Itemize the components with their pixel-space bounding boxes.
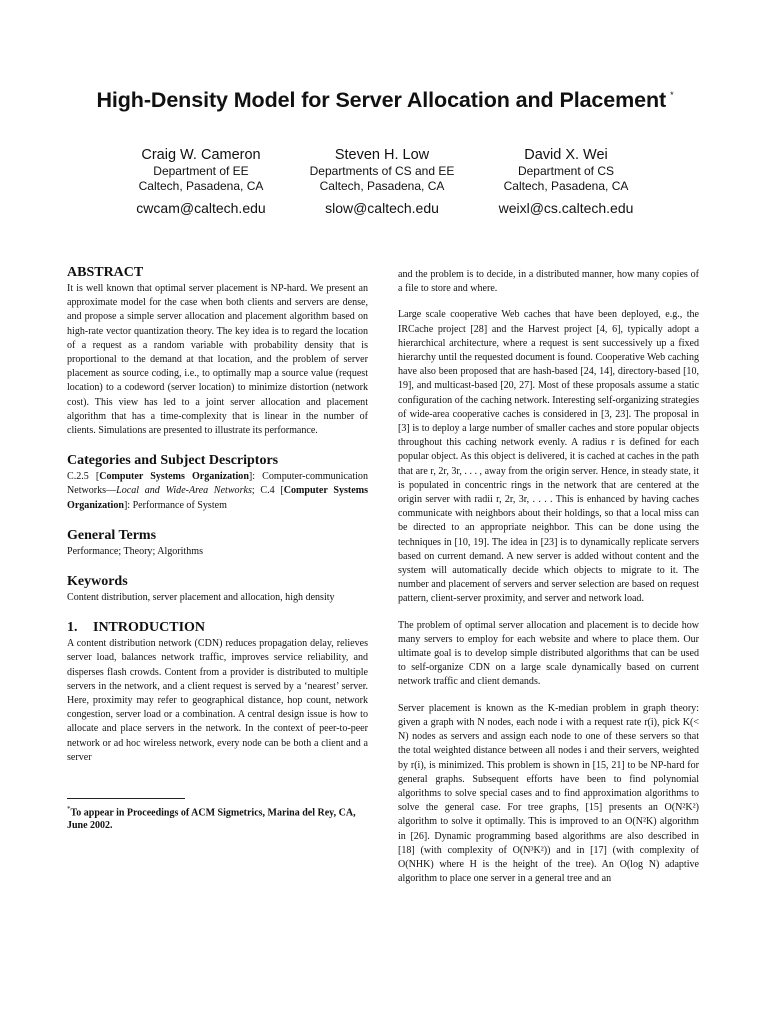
footnote-mark: * [67,805,71,813]
author-name: Craig W. Cameron [141,147,261,163]
author-affiliation: Caltech, Pasadena, CA [503,179,629,193]
left-column [67,264,368,765]
author-department: Department of CS [517,164,615,178]
introduction-heading [67,619,368,636]
author-department: Department of EE [153,164,249,178]
author-department: Departments of CS and EE [309,164,455,178]
author-email: weixl@cs.caltech.edu [498,200,634,216]
abstract-text: It is well known that optimal server placement is NP-hard. We present an approximate model for the case when both clients and servers are dense, and propose a simple server allocation and placement algorithm based on high-rate vector quantization theory. The key idea is to regard the location of a request as a random variable with probability density that is proportional to the demand at that location, and the problem of server placement as source coding, i.e., to optimally map a source value (request location) to a codeword (server location) to minimize distortion (network cost). This view has led to a joint server allocation and placement algorithm that has a time-complexity that is linear in the number of clients. Simulations are presented to illustrate its performance. [67,283,368,437]
footnote [67,798,368,832]
author-name: Steven H. Low [334,147,430,163]
paper-title [40,88,730,113]
right-paragraph-1: and the problem is to decide, in a distributed manner, how many copies of a file to store and where. [398,269,699,295]
footnote-text: *To appear in Proceedings of ACM Sigmetrics, Marina del Rey, CA, June 2002. [67,805,356,832]
introduction-paragraph: A content distribution network (CDN) reduces propagation delay, relieves server load, balances network traffic, improves service reliability, and disperses flash crowds. Content from a provider is distributed to multiple servers in the network, and a client request is served by a ‘nearest’ server. Here, proximity may refer to geographical distance, hop count, network congestion, server load or a combination. A central design issue is how to allocate and place servers in the network. In the context of peer-to-peer network or ad hoc wireless network, every node can be both a client and a server [67,638,368,763]
categories-heading: Categories and Subject Descriptors [67,453,279,469]
author-name: David X. Wei [524,147,608,163]
author-affiliation: Caltech, Pasadena, CA [319,179,445,193]
section-title: INTRODUCTION [93,620,206,636]
right-paragraph-2: Large scale cooperative Web caches that have been deployed, e.g., the IRCache project [28] and the Harvest project [4, 6], typically adopt a hierarchical architecture, where a request is sent successively up a fixed hierarchy until the requested document is found. Cooperative Web caching have also been proposed that are hash-based [24, 14], directory-based [10, 19], and multicast-based [20, 27]. Most of these proposals assume a static configuration of the caching network. Interesting self-organizing strategies of wide-area cooperative caches is considered in [3, 23]. The proposal in [3] is to deploy a large number of smaller caches and store popular objects throughout this caching network evenly. A radius r is defined for each popular object. As this object is delivered, it is cached at caches in the path that are r, 2r, 3r, . . . , away from the origin server. Hence, in steady state, it is populated in concentric rings in the network that are centered at the origin server with radii r, 2r, 3r, . . . . This is enhanced by having caches communicate with neighbors about their holdings, so that a local miss can be directed to an appropriate neighbor. This can be done using the techniques in [10, 19]. The idea in [23] is to dynamically replicate servers based on current demand. A new server is added without content and the system will automatically decide which objects to migrate to it. The number and placement of servers and server selection are based on request pattern, client-server proximity, and server and network load. [398,309,699,605]
keywords-heading: Keywords [67,574,128,590]
right-paragraph-4: Server placement is known as the K-median problem in graph theory: given a graph with N nodes, each node i with a request rate r(i), pick K(< N) nodes as servers and assign each node to one of these servers so that the total weighted distance between all nodes i and their servers, weighted by r(i), is minimized. This problem is shown in [15, 21] to be NP-hard for general graphs. Subsequent efforts have been to find polynomial algorithms to solve special cases and to find approximation algorithms to solve the general case. For tree graphs, [15] presents an O(N²K²) algorithm to solve it optimally. This is improved to an O(N²K) algorithm in [26]. Dynamic programming based algorithms are also described in [18] (with complexity of O(N³K²)) and in [17] (with complexity of O(NHK) where H is the height of the tree). An O(log N) adaptive algorithm to place one server in a general tree and an [398,702,699,885]
section-number: 1. [67,620,78,636]
footnote-rule [67,798,185,799]
right-paragraph-3: The problem of optimal server allocation and placement is to decide how many servers to employ for each website and where to place them. Our ultimate goal is to develop simple distributed algorithms that can be used to self-organize CDN on a large scale dynamically based on current network traffic and client demands. [398,619,699,688]
abstract-heading: ABSTRACT [67,265,144,280]
author-email: slow@caltech.edu [325,200,439,216]
author-email: cwcam@caltech.edu [136,200,266,216]
title-footnote-mark: * [670,90,674,100]
author-affiliation: Caltech, Pasadena, CA [138,179,264,193]
general-terms-heading: General Terms [67,527,157,543]
categories-text: C.2.5 [Computer Systems Organization]: Computer-communication Networks—Local and Wide-Area Networks; C.4 [Computer Systems Organization]: Performance of System [67,471,368,511]
title-text: High-Density Model for Server Allocation and Placement [96,88,667,112]
right-column [398,268,699,898]
author-block-3 [441,147,691,217]
keywords-text: Content distribution, server placement and allocation, high density [67,592,335,604]
general-terms-text: Performance; Theory; Algorithms [67,545,203,557]
